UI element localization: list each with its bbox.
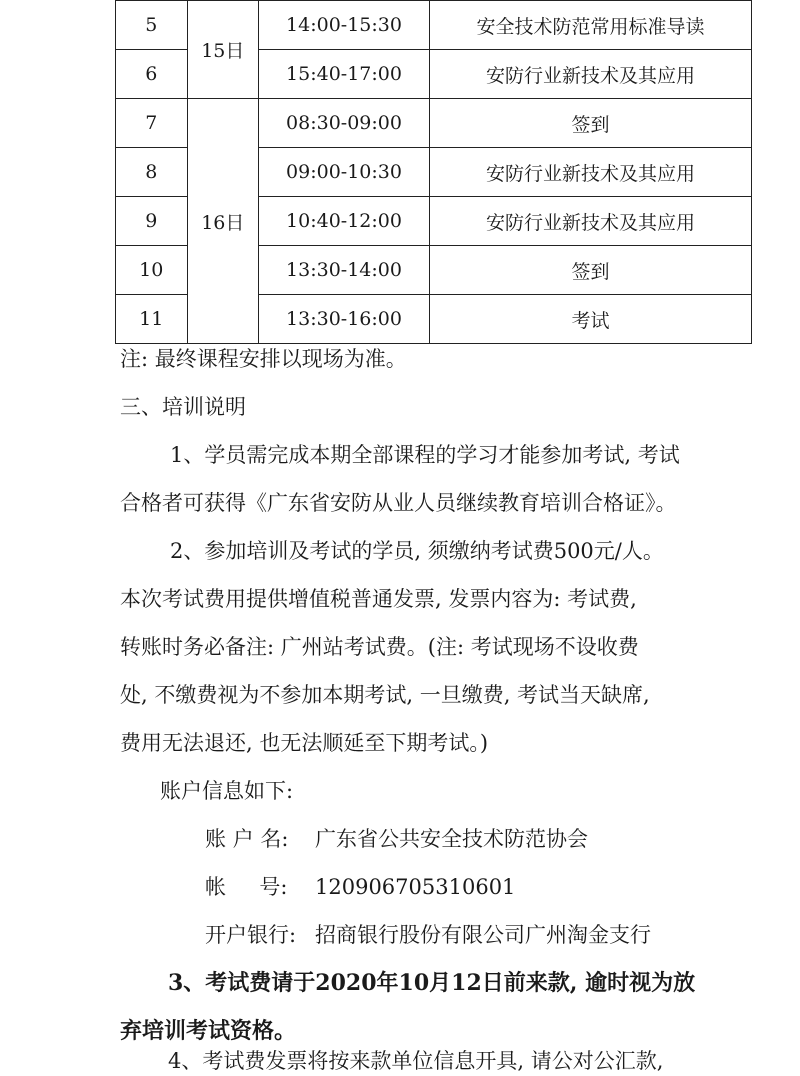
para1-line1: 1、学员需完成本期全部课程的学习才能参加考试, 考试 — [170, 443, 680, 467]
para2-line3: 转账时务必备注: 广州站考试费。(注: 考试现场不设收费 — [120, 635, 639, 659]
account-bank-value: 招商银行股份有限公司广州淘金支行 — [315, 923, 651, 947]
account-bank-row — [205, 920, 651, 950]
para2-line1: 2、参加培训及考试的学员, 须缴纳考试费500元/人。 — [170, 539, 664, 563]
row-time: 13:30-16:00 — [259, 295, 430, 344]
table-row — [116, 1, 752, 50]
row-time: 14:00-15:30 — [259, 1, 430, 50]
para1-line2: 合格者可获得《广东省安防从业人员继续教育培训合格证》。 — [120, 491, 677, 515]
account-number-value: 120906705310601 — [315, 875, 516, 899]
row-content: 安防行业新技术及其应用 — [429, 148, 751, 197]
row-time: 09:00-10:30 — [259, 148, 430, 197]
account-number-label: 帐 号: — [205, 875, 288, 899]
row-no: 5 — [116, 1, 188, 50]
para4-line1: 4、考试费发票将按来款单位信息开具, 请公对公汇款, — [168, 1049, 664, 1073]
para3-line2: 弃培训考试资格。 — [120, 1018, 297, 1044]
section-title: 三、培训说明 — [120, 395, 246, 419]
para2-line2: 本次考试费用提供增值税普通发票, 发票内容为: 考试费, — [120, 587, 637, 611]
table-row — [116, 99, 752, 148]
row-day: 15日 — [187, 1, 259, 99]
row-day: 16日 — [187, 99, 259, 344]
para2-line4: 处, 不缴费视为不参加本期考试, 一旦缴费, 考试当天缺席, — [120, 683, 650, 707]
row-content: 签到 — [429, 246, 751, 295]
row-no: 10 — [116, 246, 188, 295]
schedule-note: 注: 最终课程安排以现场为准。 — [120, 347, 407, 371]
para2-line5: 费用无法退还, 也无法顺延至下期考试。) — [120, 731, 489, 755]
schedule-table — [115, 0, 752, 344]
account-number-row — [205, 872, 515, 902]
account-bank-label: 开户银行: — [205, 923, 297, 947]
row-time: 10:40-12:00 — [259, 197, 430, 246]
row-content: 考试 — [429, 295, 751, 344]
account-name-value: 广东省公共安全技术防范协会 — [315, 827, 588, 851]
row-time: 13:30-14:00 — [259, 246, 430, 295]
account-intro: 账户信息如下: — [160, 779, 294, 803]
account-name-label: 账 户 名: — [205, 827, 289, 851]
para3-line1: 3、考试费请于2020年10月12日前来款, 逾时视为放 — [168, 970, 696, 996]
row-time: 08:30-09:00 — [259, 99, 430, 148]
row-content: 安防行业新技术及其应用 — [429, 197, 751, 246]
row-no: 7 — [116, 99, 188, 148]
row-no: 8 — [116, 148, 188, 197]
row-no: 6 — [116, 50, 188, 99]
row-time: 15:40-17:00 — [259, 50, 430, 99]
row-content: 安全技术防范常用标准导读 — [429, 1, 751, 50]
account-name-row — [205, 824, 588, 854]
row-content: 签到 — [429, 99, 751, 148]
row-content: 安防行业新技术及其应用 — [429, 50, 751, 99]
row-no: 11 — [116, 295, 188, 344]
row-no: 9 — [116, 197, 188, 246]
